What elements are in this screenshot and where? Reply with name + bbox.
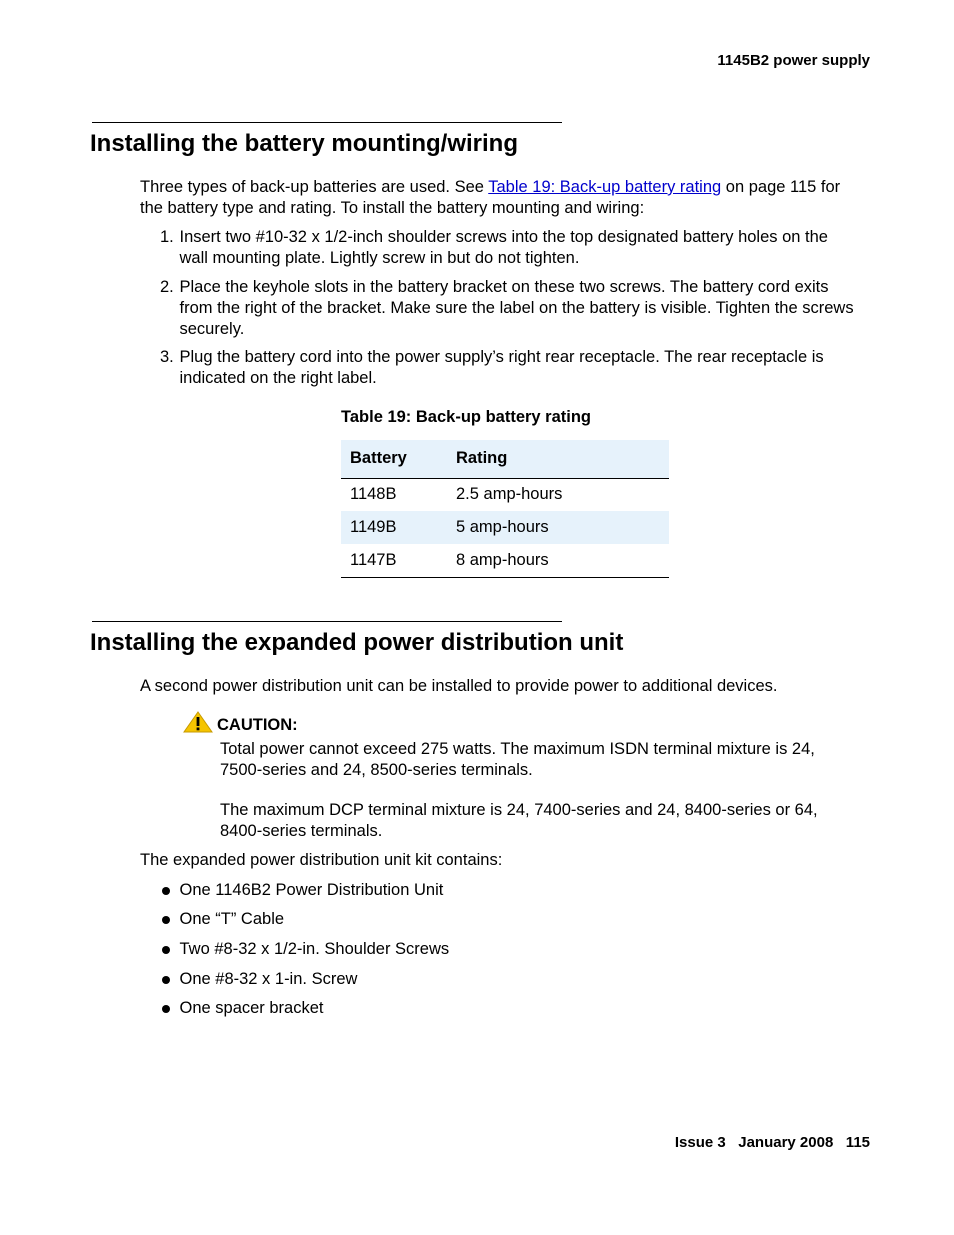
section1-intro: [140, 177, 860, 219]
list-item-text: One “T” Cable: [179, 910, 285, 928]
section-rule: [92, 621, 562, 622]
column-header-rating: Rating: [447, 440, 669, 478]
step-number: 2.: [160, 278, 174, 296]
bullet-icon: [162, 976, 170, 984]
table-row: [341, 511, 669, 544]
list-item: [160, 939, 449, 960]
step-item: [160, 277, 860, 340]
section2-intro: A second power distribution unit can be installed to provide power to additional devices.: [140, 677, 778, 695]
rating-cell: 2.5 amp-hours: [456, 485, 563, 504]
list-item-text: One spacer bracket: [179, 999, 324, 1017]
caution-text: The maximum DCP terminal mixture is 24, 7400-series and 24, 8400-series or 64, 8400-series terminals.: [220, 801, 818, 840]
section-rule: [92, 122, 562, 123]
running-header: 1145B2 power supply: [717, 52, 870, 69]
bullet-icon: [162, 916, 170, 924]
table-row: [341, 544, 669, 577]
step-text: Plug the battery cord into the power supply’s right rear receptacle. The rear receptacle is indicated on the right label.: [179, 348, 824, 387]
page-footer: Issue 3 January 2008 115: [674, 1134, 870, 1151]
step-number: 3.: [160, 348, 174, 366]
battery-cell: 1147B: [341, 544, 447, 577]
rating-cell: 5 amp-hours: [456, 518, 549, 536]
step-item: [160, 347, 860, 389]
list-item-text: Two #8-32 x 1/2-in. Shoulder Screws: [179, 940, 450, 958]
column-header-battery: Battery: [341, 440, 447, 478]
step-text: Insert two #10-32 x 1/2-inch shoulder screws into the top designated battery holes on the wall mounting plate. Lightly screw in but do not tighten.: [179, 228, 828, 267]
section-heading-power-distribution: Installing the expanded power distribution unit: [90, 629, 624, 656]
intro-text: Three types of back-up batteries are used. See: [140, 178, 489, 196]
list-item: [160, 998, 324, 1019]
section-heading-battery: Installing the battery mounting/wiring: [90, 130, 519, 157]
battery-cell: 1149B: [350, 518, 397, 536]
bullet-icon: [162, 1005, 170, 1013]
rating-cell: 8 amp-hours: [447, 544, 669, 577]
list-item: [160, 880, 443, 901]
table-19-link[interactable]: Table 19: Back-up battery rating: [488, 178, 722, 196]
list-item: [160, 969, 357, 990]
kit-intro: The expanded power distribution unit kit contains:: [140, 851, 503, 869]
bullet-icon: [162, 887, 170, 895]
step-item: [160, 227, 860, 269]
warning-icon: [183, 711, 213, 733]
caution-text: Total power cannot exceed 275 watts. The maximum ISDN terminal mixture is 24, 7500-series and 24, 8500-series terminals.: [220, 740, 815, 779]
step-number: 1.: [160, 228, 174, 246]
intro-text-end: on page 115 for the battery type and rating. To install the battery mounting and wiring:: [140, 178, 841, 217]
table-header-row: [341, 440, 669, 478]
list-item-text: One 1146B2 Power Distribution Unit: [179, 881, 444, 899]
battery-rating-table: [341, 440, 669, 578]
table-caption: Table 19: Back-up battery rating: [341, 408, 592, 426]
bullet-icon: [162, 946, 170, 954]
table-row: [341, 478, 669, 511]
battery-cell: 1148B: [350, 485, 397, 504]
list-item-text: One #8-32 x 1-in. Screw: [179, 970, 358, 988]
list-item: [160, 909, 284, 930]
caution-label: CAUTION:: [217, 716, 298, 734]
step-text: Place the keyhole slots in the battery bracket on these two screws. The battery cord exits from the right of the bracket. Make sure the label on the battery is visible. Tighten the screws securely.: [179, 278, 854, 338]
